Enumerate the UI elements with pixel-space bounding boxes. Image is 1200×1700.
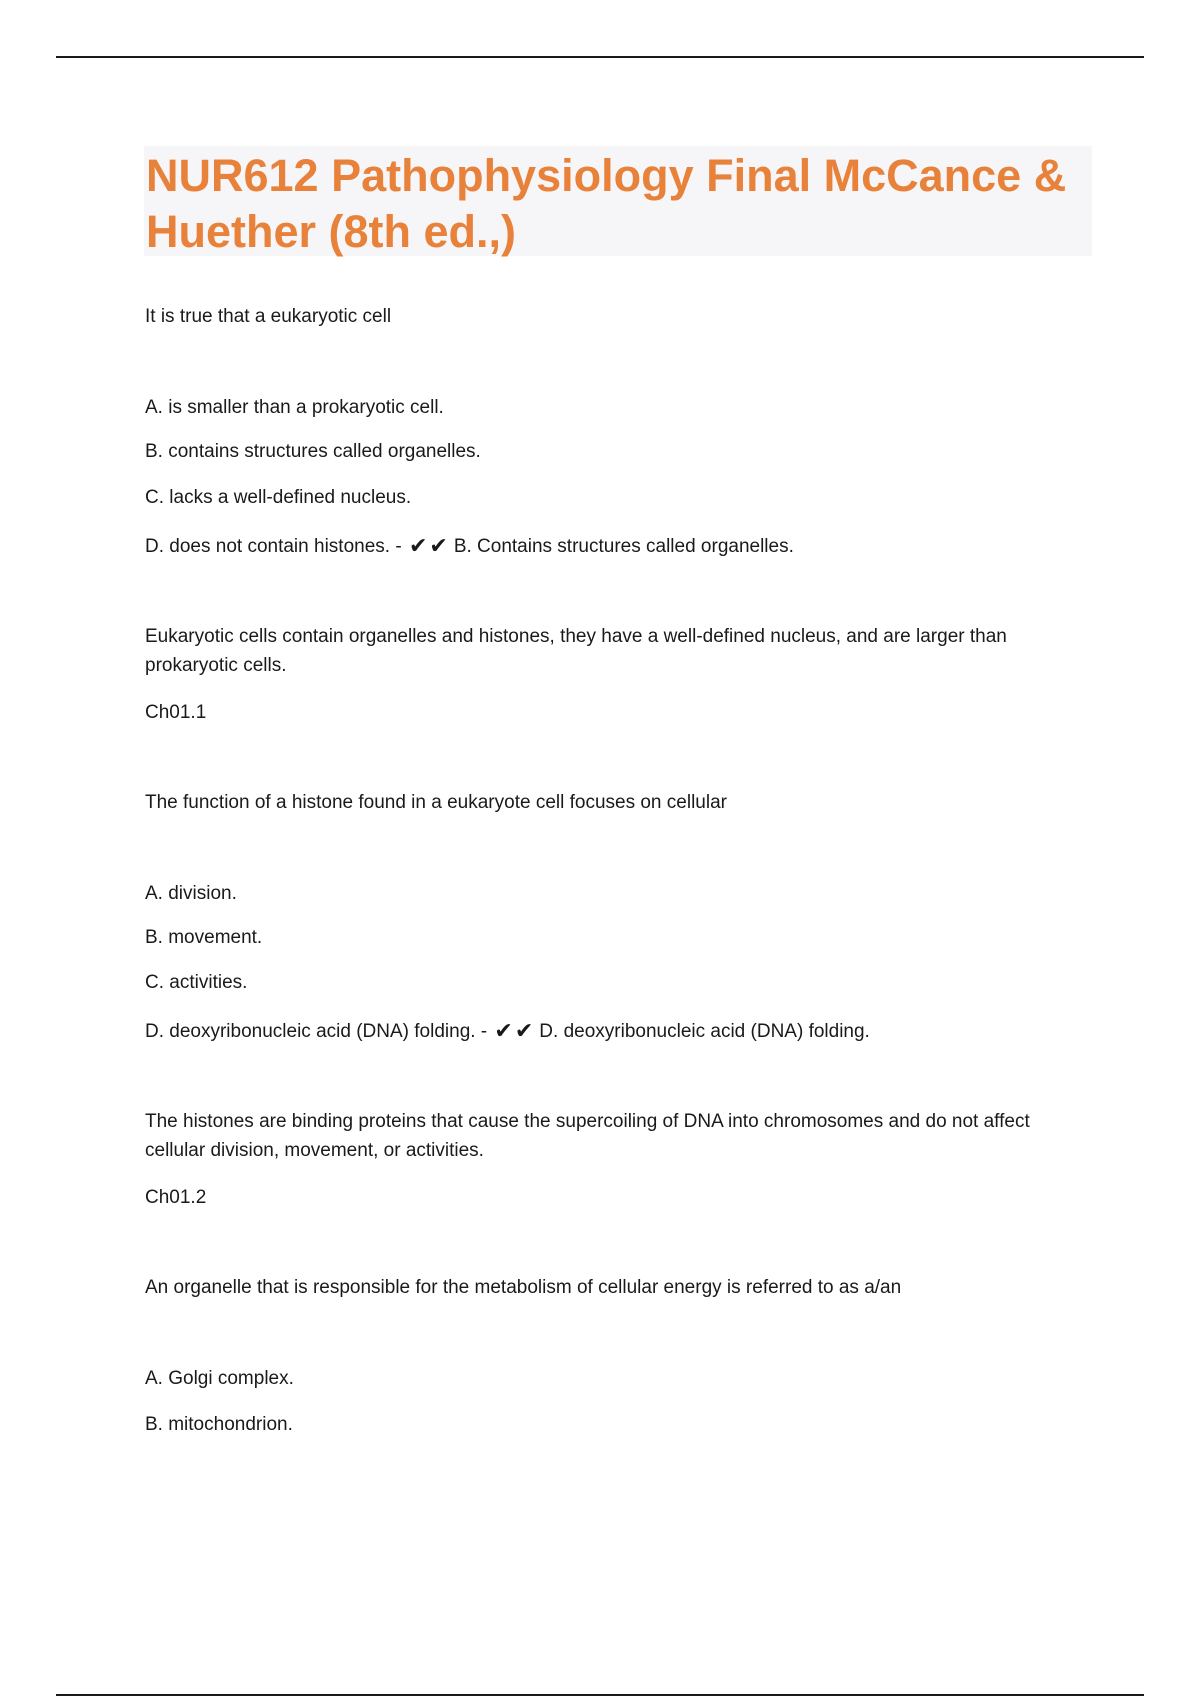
document-title: NUR612 Pathophysiology Final McCance & Huether (8th ed.,): [146, 150, 1067, 257]
check-mark-icon: ✔✔: [408, 533, 450, 558]
question-2-rationale: The histones are binding proteins that cause the supercoiling of DNA into chromosomes and do not affect cellular division, movement, or activities.: [145, 1111, 1030, 1161]
question-1-option-b: B. contains structures called organelles.: [145, 441, 481, 462]
footer-rule: [56, 1694, 1144, 1696]
question-2-option-a: A. division.: [145, 883, 237, 904]
question-1-reference: Ch01.1: [145, 702, 207, 723]
question-1-option-a: A. is smaller than a prokaryotic cell.: [145, 397, 444, 418]
question-1-answer: B. Contains structures called organelles.: [453, 536, 794, 557]
question-1-option-c: C. lacks a well-defined nucleus.: [145, 487, 412, 508]
question-3-option-a: A. Golgi complex.: [145, 1368, 294, 1389]
question-2-reference: Ch01.2: [145, 1187, 207, 1208]
question-1-option-d-row: [145, 534, 794, 559]
question-2-prompt: The function of a histone found in a eukaryote cell focuses on cellular: [145, 792, 727, 813]
check-mark-icon: ✔✔: [494, 1018, 536, 1043]
question-2-answer: D. deoxyribonucleic acid (DNA) folding.: [539, 1021, 870, 1042]
question-2-option-b: B. movement.: [145, 927, 263, 948]
question-3-option-b: B. mitochondrion.: [145, 1414, 293, 1435]
header-rule: [56, 56, 1144, 58]
question-1-prompt: It is true that a eukaryotic cell: [145, 306, 392, 327]
question-1-option-d: D. does not contain histones. -: [145, 536, 402, 557]
question-2-option-c: C. activities.: [145, 972, 248, 993]
question-2-option-d-row: [145, 1019, 870, 1044]
question-1-rationale: Eukaryotic cells contain organelles and histones, they have a well-defined nucleus, and are larger than prokaryotic cells.: [145, 626, 1007, 676]
question-3-prompt: An organelle that is responsible for the metabolism of cellular energy is referred to as a/an: [145, 1277, 902, 1298]
question-2-option-d: D. deoxyribonucleic acid (DNA) folding. -: [145, 1021, 488, 1042]
